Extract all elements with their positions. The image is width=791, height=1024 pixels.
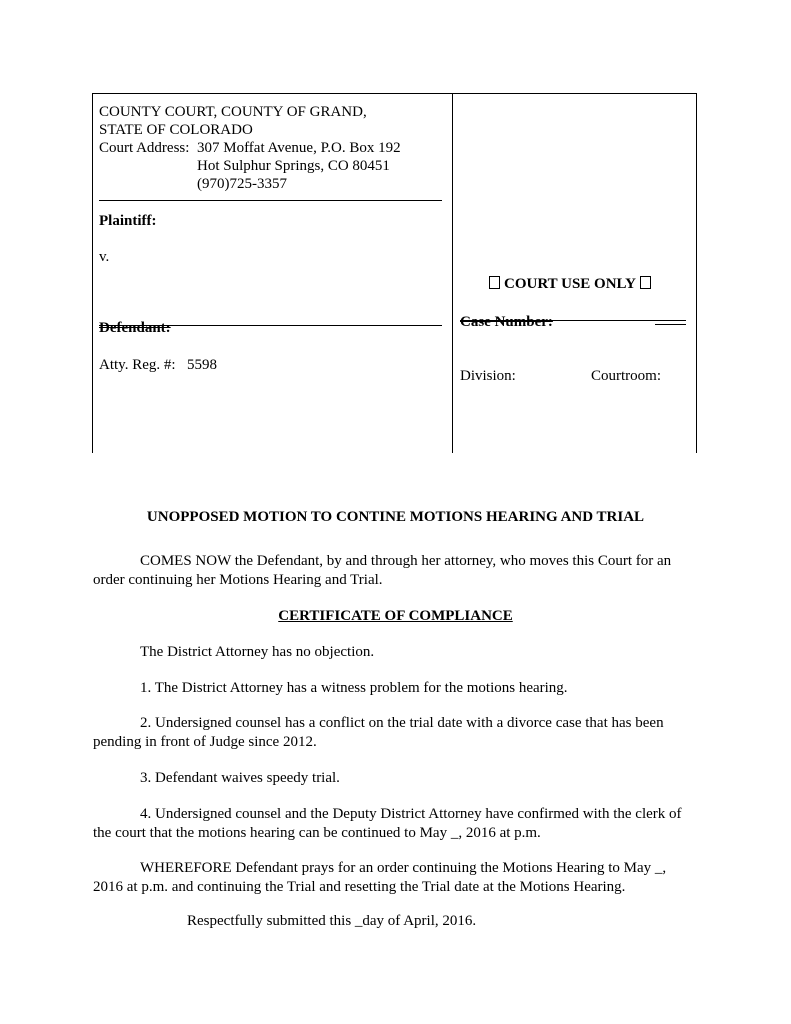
court-use-only-label (485, 275, 655, 293)
checkbox-icon (640, 276, 651, 289)
item-1: 1. The District Attorney has a witness problem for the motions hearing. (140, 680, 568, 696)
caption-rule-top (99, 200, 442, 201)
court-name-line1: COUNTY COURT, COUNTY OF GRAND, (99, 104, 367, 120)
court-address-label: Court Address: (99, 140, 190, 156)
defendant-label: Defendant: (99, 320, 171, 336)
item-3: 3. Defendant waives speedy trial. (140, 770, 340, 786)
checkbox-icon (489, 276, 500, 289)
court-address-line1: 307 Moffat Avenue, P.O. Box 192 (197, 140, 401, 156)
no-objection-paragraph: The District Attorney has no objection. (140, 644, 375, 660)
court-name-line2: STATE OF COLORADO (99, 122, 253, 138)
division-label: Division: (460, 368, 516, 384)
item-4: 4. Undersigned counsel and the Deputy District Attorney have confirmed with the clerk of the court that the motions hearing can be continued to May _, 2016 at p.m. (93, 806, 682, 841)
intro-paragraph: COMES NOW the Defendant, by and through her attorney, who moves this Court for an order continuing her Motions Hearing and Trial. (93, 553, 672, 588)
court-phone: (970)725-3357 (197, 176, 287, 192)
case-number-underline (655, 324, 686, 325)
document-title: UNOPPOSED MOTION TO CONTINE MOTIONS HEARING AND TRIAL (146, 509, 645, 525)
plaintiff-label: Plaintiff: (99, 213, 157, 229)
caption-divider (452, 93, 453, 453)
item-2: 2. Undersigned counsel has a conflict on the trial date with a divorce case that has been pending in front of Judge since 2012. (93, 715, 664, 750)
section-heading: CERTIFICATE OF COMPLIANCE (278, 608, 513, 624)
case-number-rule (460, 320, 686, 321)
atty-reg-label: Atty. Reg. #: (99, 357, 176, 373)
courtroom-label: Courtroom: (591, 368, 661, 384)
caption-rule-defendant (99, 325, 442, 326)
court-address-line2: Hot Sulphur Springs, CO 80451 (197, 158, 390, 174)
submitted-line: Respectfully submitted this _day of April, 2016. (187, 913, 477, 929)
versus-label: v. (99, 249, 110, 265)
case-number-label: Case Number: (460, 314, 553, 330)
court-use-only-text: COURT USE ONLY (504, 276, 637, 292)
atty-reg-number: 5598 (187, 357, 217, 373)
wherefore-paragraph: WHEREFORE Defendant prays for an order continuing the Motions Hearing to May _, 2016 at p.m. and continuing the Trial and resetting the Trial date at the Motions Hearing. (93, 860, 667, 895)
